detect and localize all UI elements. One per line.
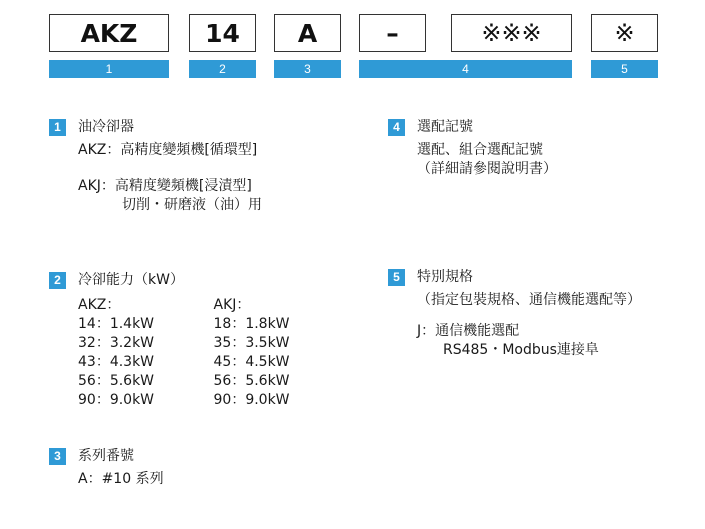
section-title: 選配記號 <box>417 118 473 135</box>
list-item: 32：3.2kW <box>78 335 155 351</box>
code-box-special: ※ <box>591 14 658 52</box>
section-title: 冷卻能力（kW） <box>78 271 184 288</box>
section-title: 油冷卻器 <box>78 118 134 135</box>
list-item: 56：5.6kW <box>213 373 290 389</box>
section-number-badge: 2 <box>49 272 66 289</box>
code-box-dash: – <box>359 14 426 52</box>
index-bar-4: 4 <box>359 60 572 78</box>
special-spec-note: （指定包裝規格、通信機能選配等） <box>417 292 641 308</box>
section-option-code <box>388 117 688 179</box>
akz-capacity-list <box>78 296 214 410</box>
section-number-badge: 4 <box>388 119 405 136</box>
list-item: 14：1.4kW <box>78 316 155 332</box>
section-special-spec <box>388 267 698 360</box>
index-bar-2: 2 <box>189 60 256 78</box>
list-item: 56：5.6kW <box>78 373 155 389</box>
list-header: AKJ： <box>213 297 251 313</box>
communication-option: J：通信機能選配 <box>417 323 520 339</box>
code-box-series: AKZ <box>49 14 169 52</box>
section-number-badge: 3 <box>49 448 66 465</box>
option-note: （詳細請參閱說明書） <box>417 161 557 177</box>
list-header: AKZ： <box>78 297 121 313</box>
list-item: 45：4.5kW <box>213 354 290 370</box>
section-number-badge: 1 <box>49 119 66 136</box>
section-cooling-capacity <box>49 270 349 410</box>
index-bar-3: 3 <box>274 60 341 78</box>
akj-description: AKJ：高精度變頻機[浸漬型] <box>78 178 252 194</box>
list-item: 90：9.0kW <box>213 392 290 408</box>
section-title: 系列番號 <box>78 447 134 464</box>
akz-description: AKZ：高精度變頻機[循環型] <box>78 142 258 158</box>
list-item: 18：1.8kW <box>213 316 290 332</box>
akj-capacity-list <box>214 296 350 410</box>
code-box-capacity: 14 <box>189 14 256 52</box>
list-item: 43：4.3kW <box>78 354 155 370</box>
list-item: 90：9.0kW <box>78 392 155 408</box>
code-box-option: ※※※ <box>451 14 572 52</box>
option-description: 選配、組合選配記號 <box>417 142 543 158</box>
section-number-badge: 5 <box>388 269 405 286</box>
section-oil-cooler <box>49 117 349 215</box>
section-series-number <box>49 446 349 489</box>
index-bar-1: 1 <box>49 60 169 78</box>
code-box-series-number: A <box>274 14 341 52</box>
series-description: A：#10 系列 <box>78 471 164 487</box>
section-title: 特別規格 <box>417 268 473 285</box>
list-item: 35：3.5kW <box>213 335 290 351</box>
index-bar-5: 5 <box>591 60 658 78</box>
akj-usage: 切削・研磨液（油）用 <box>122 197 262 213</box>
communication-protocol: RS485・Modbus連接阜 <box>443 342 599 358</box>
